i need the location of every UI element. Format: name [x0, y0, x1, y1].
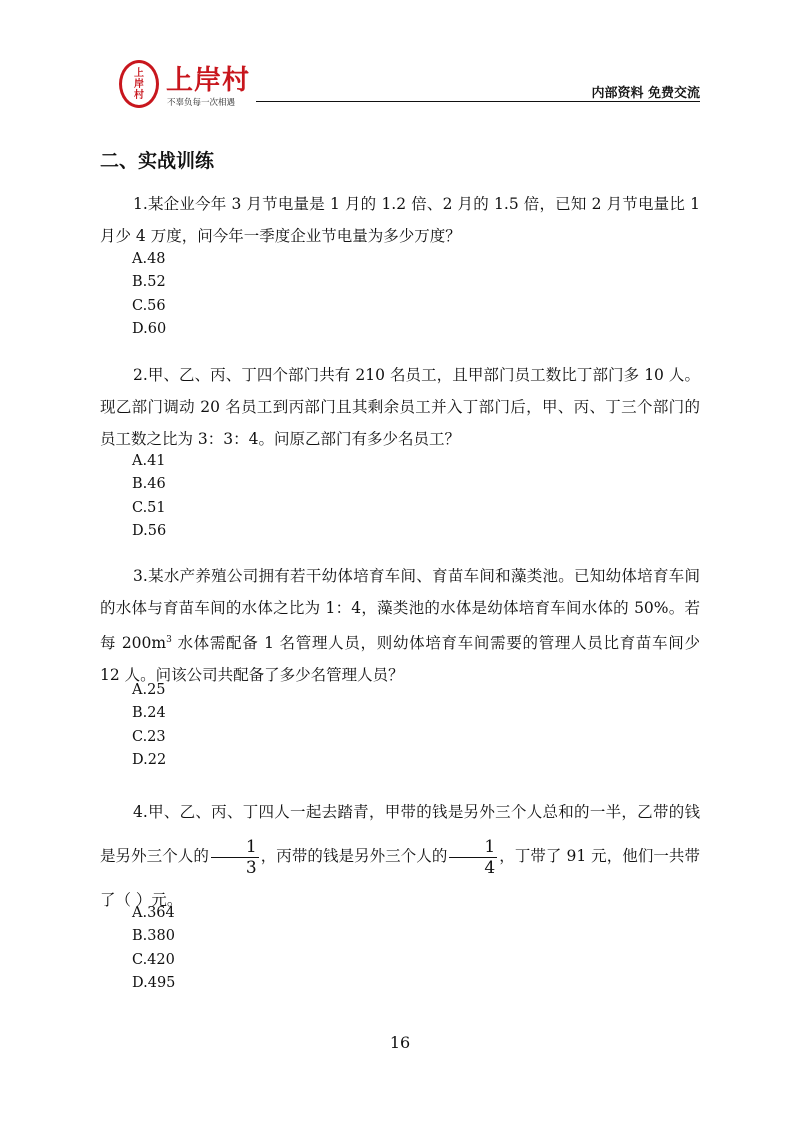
option-a: A.41: [132, 453, 166, 469]
option-d: D.22: [132, 751, 167, 768]
option-c: C.23: [132, 728, 166, 745]
option-b: B.52: [132, 274, 166, 291]
question-3-options: [132, 679, 166, 772]
page-header: [0, 0, 800, 110]
section-title: 二、实战训练: [100, 150, 215, 172]
fraction-denominator: 4: [484, 857, 496, 878]
question-2-stem: 2.甲、乙、丙、丁四个部门共有 210 名员工，且甲部门员工数比丁部门多 10 人。现乙部门调动 20 名员工到丙部门且其剩余员工并入丁部门后，甲、丙、丁三个部门的员工数之比为 3：3：4。问原乙部门有多少名员工？: [100, 366, 700, 448]
option-d: D.60: [132, 320, 167, 337]
header-note: 内部资料 免费交流: [591, 86, 700, 101]
question-4-text: ，丙带的钱是另外三个人的: [260, 847, 448, 865]
option-a: A.25: [132, 682, 166, 698]
seal-char: 村: [134, 89, 144, 101]
option-c: C.51: [132, 499, 166, 516]
question-2-options: [132, 450, 166, 543]
question-4-stem: [100, 790, 700, 922]
question-4-options: [132, 902, 175, 995]
question-4-text: ，丁带了 91 元，他们一共带了（ ）元。: [100, 847, 700, 909]
option-c: C.420: [132, 951, 175, 968]
fraction-numerator: 1: [211, 837, 259, 858]
fraction-numerator: 1: [449, 837, 497, 858]
page-number: 16: [389, 1033, 411, 1052]
option-a: A.364: [132, 905, 175, 921]
option-d: D.495: [132, 974, 176, 991]
option-c: C.56: [132, 297, 166, 314]
fraction-one-quarter: [449, 837, 497, 878]
question-3-text: 水体需配备 1 名管理人员，则幼体培育车间需要的管理人员比育苗车间少 12 人。问该公司共配备了多少名管理人员？: [100, 634, 700, 685]
brand-name: 上岸村: [166, 65, 250, 96]
superscript: 3: [166, 635, 172, 645]
fraction-denominator: 3: [245, 857, 257, 878]
question-3-stem: [100, 560, 700, 691]
seal-char: 上: [134, 67, 144, 79]
option-b: B.46: [132, 476, 166, 493]
brand-slogan: 不辜负每一次相遇: [167, 98, 236, 108]
option-a: A.48: [132, 251, 166, 267]
header-divider: [256, 101, 700, 102]
question-1-options: [132, 248, 166, 341]
question-1-stem: 1.某企业今年 3 月节电量是 1 月的 1.2 倍、2 月的 1.5 倍，已知 2 月节电量比 1 月少 4 万度，问今年一季度企业节电量为多少万度？: [100, 195, 700, 245]
option-b: B.380: [132, 928, 175, 945]
fraction-one-third: [211, 837, 259, 878]
question-4-text: 4.甲、乙、丙、丁四人一起去踏青，甲带的钱是另外三个人总和的一半，乙带的钱是另外三个人的: [100, 803, 700, 865]
option-d: D.56: [132, 522, 167, 539]
question-3-text: 3.某水产养殖公司拥有若干幼体培育车间、育苗车间和藻类池。已知幼体培育车间的水体与育苗车间的水体之比为 1：4，藻类池的水体是幼体培育车间水体的 50%。若每 200m: [100, 567, 700, 653]
brand-seal-logo: [119, 60, 159, 108]
seal-char: 岸: [134, 78, 144, 90]
option-b: B.24: [132, 705, 166, 722]
